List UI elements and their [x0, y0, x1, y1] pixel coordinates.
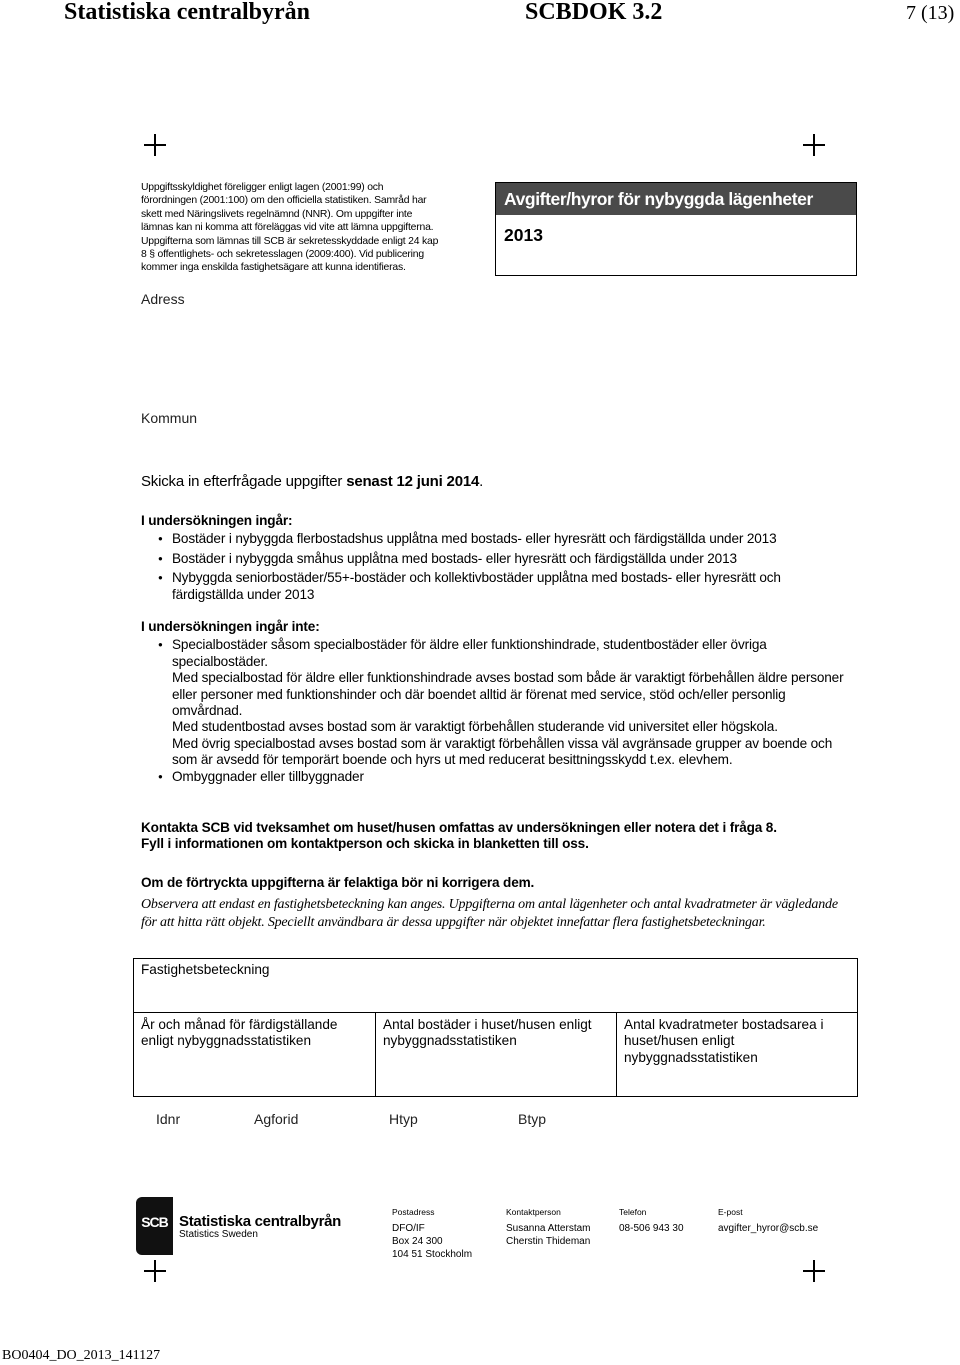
- list-item: ● Specialbostäder såsom specialbostäder för äldre eller funktionshindrade, studentbostäder eller övriga specialbostäder. Med specialbostad för äldre eller funktionshindrade avses bostad som både är varaktigt förbehållen äldre personer eller personer med funktionshinder och där boendet alltid är förenat med service, stöd och/eller personlig omvårdnad. Med studentbostad avses bostad som är varaktigt förbehållen studerande vid universitet eller högskola. Med övrig specialbostad avses bostad som är varaktigt förbehållen vissa väl avgränsade grupper av boende och som är avsedd för temporärt boende och hyrs ut med reducerat besittningsskydd t.ex. elevhem.: [172, 637, 853, 768]
- code-idnr: Idnr: [156, 1111, 181, 1127]
- scb-logo-mark: [136, 1197, 173, 1255]
- list-item: ● Bostäder i nybyggda flerbostadshus upplåtna med bostads- eller hyresrätt och färdigställda under 2013: [172, 531, 851, 547]
- excluded-section: [141, 619, 853, 785]
- footer-telefon: Telefon 08-506 943 30: [619, 1207, 684, 1234]
- title-box: [495, 182, 857, 276]
- floor-area-field[interactable]: [617, 1013, 857, 1097]
- form-title: Avgifter/hyror för nybyggda lägenheter: [504, 189, 813, 209]
- header-page: 7 (13): [906, 2, 955, 24]
- code-btyp: Btyp: [518, 1111, 547, 1127]
- fastighetsbeteckning-field[interactable]: [134, 958, 859, 1012]
- form-year: 2013: [504, 225, 543, 245]
- fastighetsbeteckning-label: Fastighetsbeteckning: [141, 962, 270, 977]
- excluded-list: [141, 637, 853, 785]
- logo-sub: Statistics Sweden: [179, 1229, 258, 1240]
- contact-note: Kontakta SCB vid tveksamhet om huset/husen omfattas av undersökningen eller notera det i fråga 8. Fyll i informationen om kontaktperson och skicka in blanketten till oss.: [141, 820, 777, 852]
- deadline-date: senast 12 juni 2014: [346, 473, 480, 490]
- footer-kontaktperson: Kontaktperson Susanna Atterstam Cherstin Thideman: [506, 1207, 591, 1247]
- adress-label: Adress: [141, 291, 185, 307]
- footer-epost: E-post avgifter_hyror@scb.se: [718, 1207, 819, 1234]
- property-form: [133, 958, 858, 1097]
- kommun-label: Kommun: [141, 410, 198, 426]
- included-heading: I undersökningen ingår:: [141, 513, 293, 528]
- included-list: [141, 531, 851, 603]
- header-doc: SCBDOK 3.2: [525, 0, 663, 25]
- floor-area-label: Antal kvadratmeter bostadsarea i huset/husen enligt nybyggnadsstatistiken: [624, 1017, 824, 1065]
- observe-note: Observera att endast en fastighetsbeteckning kan anges. Uppgifterna om antal lägenheter och antal kvadratmeter är vägledande för att hitta rätt objekt. Speciellt användbara är dessa uppgifter när objektet innefattar flera fastighetsbeteckningar.: [141, 897, 838, 930]
- code-htyp: Htyp: [389, 1111, 418, 1127]
- registration-mark: [144, 1260, 166, 1282]
- code-agforid: Agforid: [254, 1111, 299, 1127]
- excluded-heading: I undersökningen ingår inte:: [141, 619, 320, 634]
- legal-text: Uppgiftsskyldighet föreligger enligt lagen (2001:99) och förordningen (2001:100) om den officiella statistiken. Samråd har skett med Näringslivets regelnämnd (NNR). Om uppgifter inte lämnas kan ni komma att föreläggas vid vite att lämna uppgifterna. Uppgifterna som lämnas till SCB är sekretesskyddade enligt 24 kap 8 § offentlighets- och sekretesslagen (2009:400). Vid publicering kommer inga enskilda fastighetsägare att kunna identifieras.: [141, 182, 439, 274]
- completion-date-label: År och månad för färdigställande enligt nybyggnadsstatistiken: [141, 1017, 338, 1049]
- registration-mark: [803, 134, 825, 156]
- document-id: BO0404_DO_2013_141127: [2, 1348, 161, 1363]
- deadline-line: Skicka in efterfrågade uppgifter senast 12 juni 2014.: [141, 473, 484, 490]
- dwelling-count-field[interactable]: [376, 1013, 616, 1097]
- logo-name: Statistiska centralbyrån: [179, 1213, 342, 1230]
- footer-postadress: Postadress DFO/IF Box 24 300 104 51 Stockholm: [392, 1207, 473, 1260]
- correct-heading: Om de förtryckta uppgifterna är felaktiga bör ni korrigera dem.: [141, 875, 535, 890]
- registration-mark: [144, 134, 166, 156]
- logo-mark-text: SCB: [141, 1214, 168, 1230]
- list-item: ● Nybyggda seniorbostäder/55+-bostäder och kollektivbostäder upplåtna med bostads- eller hyresrätt och färdigställda under 2013: [172, 570, 851, 603]
- completion-date-field[interactable]: [134, 1013, 375, 1097]
- registration-mark: [803, 1260, 825, 1282]
- header-org: Statistiska centralbyrån: [64, 0, 310, 25]
- list-item: ● Bostäder i nybyggda småhus upplåtna med bostads- eller hyresrätt och färdigställda under 2013: [172, 551, 851, 567]
- included-section: [141, 513, 851, 603]
- email-link[interactable]: avgifter_hyror@scb.se: [718, 1223, 819, 1234]
- dwelling-count-label: Antal bostäder i huset/husen enligt nybyggnadsstatistiken: [383, 1017, 592, 1049]
- list-item: ● Ombyggnader eller tillbyggnader: [172, 769, 853, 785]
